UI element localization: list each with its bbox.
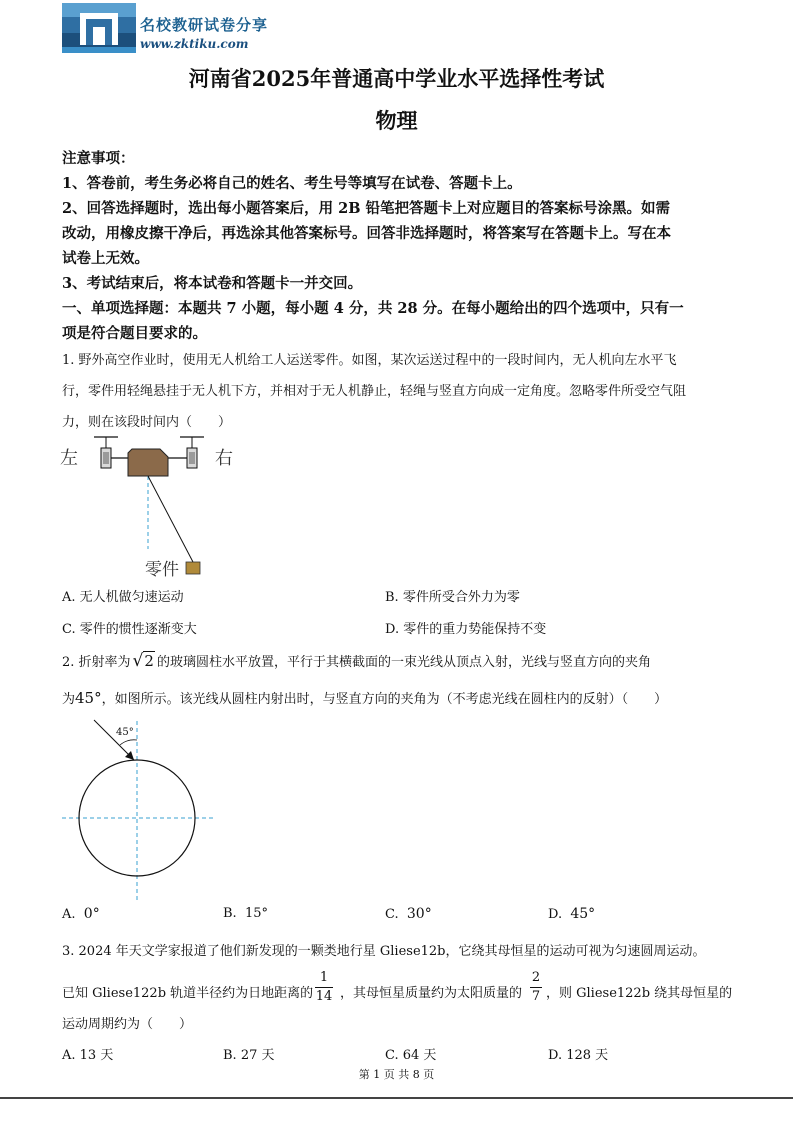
- q1-drone-figure: [60, 434, 250, 580]
- logo-url: www.zktiku.com: [140, 37, 249, 51]
- exam-title: 河南省2025年普通高中学业水平选择性考试: [188, 66, 605, 91]
- fraction-2-bar: [530, 987, 542, 988]
- q3-line1: 3. 2024 年天文学家报道了他们新发现的一颗类地行星 Gliese12b，它绕其母恒星的运动可视为匀速圆周运动。: [62, 944, 706, 959]
- q3-line2-c: ，则 Gliese122b 绕其母恒星的: [546, 986, 733, 1001]
- q3-option-c: C. 64 天: [385, 1048, 437, 1063]
- q3-line3: 运动周期约为（ ）: [62, 1017, 193, 1032]
- q3-option-d: D. 128 天: [548, 1048, 609, 1063]
- q2-option-c-label: C.: [385, 907, 399, 922]
- fraction-2-denominator: 7: [531, 989, 541, 1004]
- q2-option-b-value: 15°: [244, 906, 268, 921]
- q1-option-a: A. 无人机做匀速运动: [62, 590, 184, 605]
- left-label: 左: [60, 448, 78, 469]
- q2-line1: [62, 651, 651, 671]
- page-footer: 第 1 页 共 8 页: [358, 1068, 435, 1081]
- q2-option-c-value: 30°: [406, 906, 432, 922]
- notice-item-2-line3: 试卷上无效。: [62, 250, 149, 267]
- notice-heading: 注意事项：: [62, 150, 135, 167]
- notice-item-3: 3、考试结束后，将本试卷和答题卡一并交回。: [62, 275, 363, 292]
- sqrt-sign-icon: √: [132, 651, 144, 671]
- q2-angle: 45°: [75, 689, 102, 707]
- q3-fraction-1: [313, 970, 335, 1005]
- section1-line1: 一、单项选择题：本题共 7 小题，每小题 4 分，共 28 分。在每小题给出的四个选项中，只有一: [62, 300, 684, 317]
- q1-option-b: B. 零件所受合外力为零: [385, 590, 520, 605]
- sqrt-expression: [133, 651, 155, 671]
- q2-option-a: [62, 906, 100, 922]
- part-label: 零件: [145, 560, 179, 580]
- fraction-1-bar: [315, 987, 333, 988]
- q2-option-d-value: 45°: [570, 906, 596, 922]
- q2-option-a-value: 0°: [83, 906, 100, 922]
- q2-option-a-label: A.: [62, 907, 76, 922]
- q2-line2-pre: 为: [62, 692, 76, 707]
- q1-option-d: D. 零件的重力势能保持不变: [385, 622, 547, 637]
- fraction-1-numerator: 1: [319, 970, 329, 985]
- logo-name: 名校教研试卷分享: [140, 16, 269, 34]
- q3-fraction-2: [529, 970, 543, 1005]
- notice-item-2-line1: 2、回答选择题时，选出每小题答案后，用 2B 铅笔把答题卡上对应题目的答案标号涂黑。如需: [62, 200, 671, 217]
- q3-option-b: B. 27 天: [223, 1048, 275, 1063]
- subject-title: 物理: [375, 108, 418, 133]
- bottom-divider: [0, 1097, 793, 1099]
- q2-option-d-label: D.: [548, 907, 563, 922]
- right-label: 右: [215, 448, 233, 469]
- notice-item-2-line2: 改动，用橡皮擦干净后，再选涂其他答案标号。回答非选择题时，将答案写在答题卡上。写在本: [62, 225, 671, 242]
- q2-line1-post: 的玻璃圆柱水平放置，平行于其横截面的一束光线从顶点入射，光线与竖直方向的夹角: [156, 655, 651, 670]
- q3-line2-a: 已知 Gliese122b 轨道半径约为日地距离的: [62, 986, 314, 1001]
- q1-option-c: C. 零件的惯性逐渐变大: [62, 622, 197, 637]
- fraction-1-denominator: 14: [315, 989, 333, 1004]
- q1-line2: 行，零件用轻绳悬挂于无人机下方，并相对于无人机静止，轻绳与竖直方向成一定角度。忽略零件所受空气阻: [62, 384, 687, 399]
- q2-option-b-label: B.: [223, 906, 237, 921]
- fraction-2-numerator: 2: [531, 970, 541, 985]
- angle-label: 45°: [116, 727, 134, 738]
- q1-line1: 1. 野外高空作业时，使用无人机给工人运送零件。如图，某次运送过程中的一段时间内，无人机向左水平飞: [62, 353, 677, 368]
- q2-line2-post: ，如图所示。该光线从圆柱内射出时，与竖直方向的夹角为（不考虑光线在圆柱内的反射）（ ）: [101, 692, 668, 707]
- q1-line3: 力，则在该段时间内（ ）: [62, 415, 232, 430]
- notice-item-1: 1、答卷前，考生务必将自己的姓名、考生号等填写在试卷、答题卡上。: [62, 175, 522, 192]
- q2-option-c: [385, 906, 432, 922]
- q2-option-b: [223, 906, 268, 921]
- q2-cylinder-figure: [60, 715, 220, 900]
- q2-line1-pre: 2. 折射率为: [62, 655, 131, 670]
- q3-line2-b: ，其母恒星质量约为太阳质量的: [340, 986, 523, 1001]
- q3-option-a: A. 13 天: [62, 1048, 114, 1063]
- sqrt-value: 2: [144, 652, 154, 670]
- q2-option-d: [548, 906, 595, 922]
- logo-emblem-icon: [62, 3, 136, 53]
- section1-line2: 项是符合题目要求的。: [62, 325, 207, 342]
- site-logo: [62, 3, 136, 53]
- q2-line2: [62, 688, 667, 707]
